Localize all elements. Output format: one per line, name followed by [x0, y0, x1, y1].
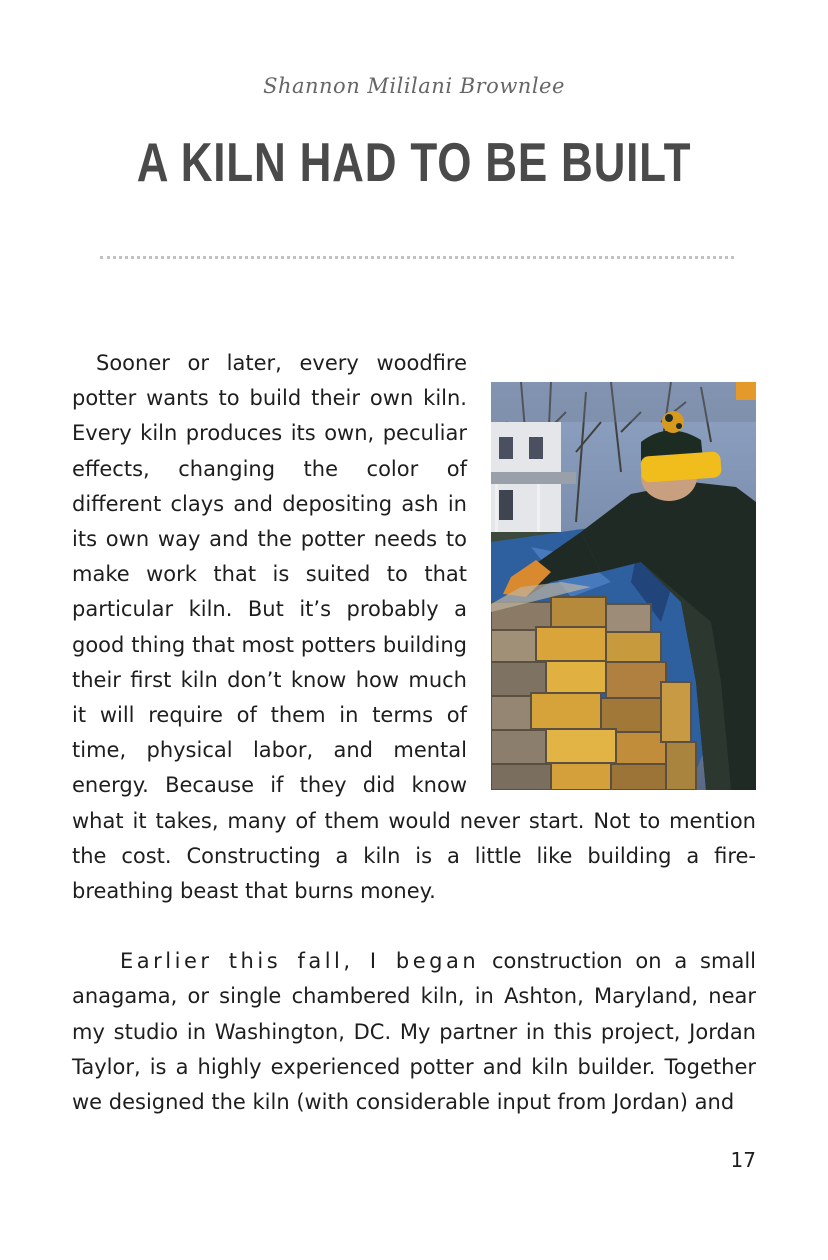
paragraph-1: Sooner or later, every woodfire potter wants to build their own kiln. Every kiln produces its own, peculiar effects, changing the color of different clays and depositing ash in its own way and the potter needs to make work that is suited to that particular kiln. But it’s probably a good thing that most potters building their first kiln don’t know how much it will require of them in terms of time, physical labor, and mental energy. Because if they did know what it takes, many of them would never start. Not to mention the cost. Constructing a kiln is a little like building a fire-breathing beast that burns money.	[72, 351, 756, 904]
article-title: A KILN HAD TO BE BUILT	[136, 131, 692, 193]
author-name: Shannon Mililani Brownlee	[263, 74, 565, 98]
article-body	[72, 346, 756, 1120]
kiln-photo	[491, 382, 756, 790]
paragraph-2-rest: construction on a small anagama, or single chambered kiln, in Ashton, Maryland, near my studio in Washington, DC. My partner in this project, Jordan Taylor, is a highly experienced potter and kiln builder. Together we designed the kiln (with considerable input from Jordan) and	[72, 949, 756, 1115]
dotted-divider	[100, 256, 734, 259]
page-number: 17	[730, 1148, 756, 1172]
paragraph-2	[72, 944, 756, 1120]
paragraph-2-intro: Earlier this fall, I began	[120, 949, 480, 974]
